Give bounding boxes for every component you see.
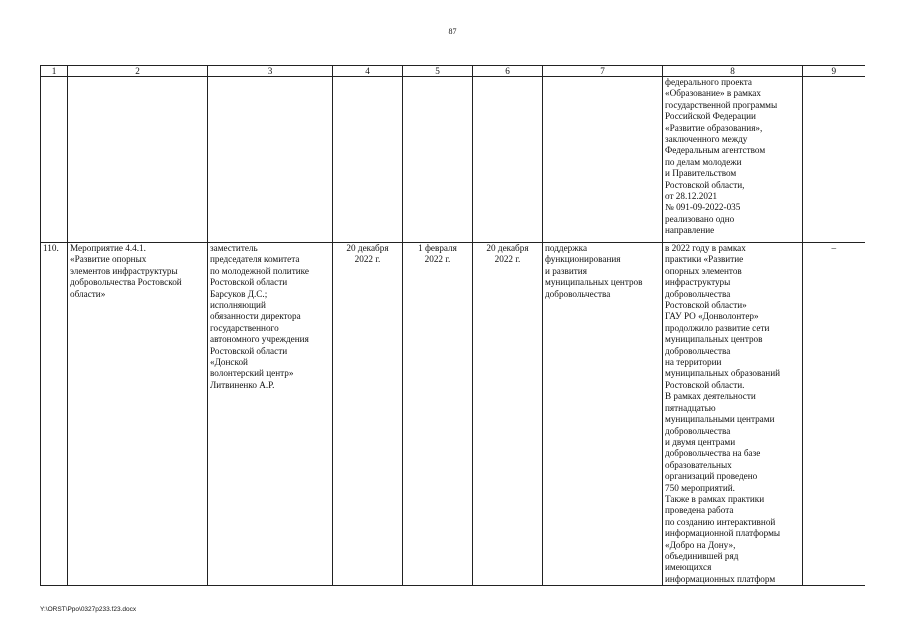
text-line: муниципальных центров: [665, 334, 763, 345]
text-line: практики «Развитие: [665, 254, 744, 265]
text-line: 2022 г.: [354, 254, 381, 265]
text-line: инфраструктуры: [665, 277, 731, 288]
text-line: имеющихся: [665, 562, 712, 573]
text-line: автономного учреждения: [210, 334, 309, 345]
text-line: организаций проведено: [665, 471, 758, 482]
column-number: 9: [803, 66, 865, 77]
table-row-110: [41, 243, 865, 586]
actual-result-cell: [663, 243, 803, 586]
text-line: добровольчества Ростовской: [70, 277, 182, 288]
measure-cell: [68, 243, 208, 586]
text-line: Также в рамках практики: [665, 493, 765, 504]
row-number: 110.: [41, 243, 68, 586]
text-line: государственной программы: [665, 99, 778, 110]
column-number-row: [41, 66, 865, 77]
text-line: информационной платформы: [665, 528, 781, 539]
text-line: добровольчества: [665, 288, 731, 299]
text-line: в 2022 году в рамках: [665, 243, 746, 253]
text-line: обязанности директора: [210, 311, 301, 322]
actual-start-date-cell: [403, 243, 473, 586]
text-line: № 091-09-2022-035: [665, 202, 741, 213]
text-line: 1 февраля: [418, 243, 457, 253]
text-line: Российской Федерации: [665, 111, 756, 122]
text-line: Барсуков Д.С.;: [210, 288, 268, 299]
text-line: Ростовской области: [210, 345, 288, 356]
text-line: информационных платформ: [665, 573, 776, 584]
end-date-cell: [473, 243, 543, 586]
responsible-cell: [208, 243, 333, 586]
text-line: пятнадцатью: [665, 402, 716, 413]
expected-result-cell: [543, 243, 663, 586]
text-line: государственного: [210, 322, 279, 333]
text-line: В рамках деятельности: [665, 391, 756, 402]
table-cell: [208, 77, 333, 243]
text-line: поддержка: [545, 243, 588, 253]
table-cell: [333, 77, 403, 243]
text-line: 2022 г.: [424, 254, 451, 265]
text-line: добровольчества: [665, 345, 731, 356]
column-number: 6: [473, 66, 543, 77]
table-cell: [473, 77, 543, 243]
text-line: председателя комитета: [210, 254, 300, 265]
column-number: 2: [68, 66, 208, 77]
text-line: добровольчества на базе: [665, 448, 761, 459]
text-line: проведена работа: [665, 505, 734, 516]
text-line: Литвиненко А.Р.: [210, 379, 275, 390]
text-line: заместитель: [210, 243, 258, 253]
column-number: 8: [663, 66, 803, 77]
text-line: реализовано одно: [665, 213, 735, 224]
text-line: «Развитие образования»,: [665, 122, 763, 133]
text-line: на территории: [665, 357, 722, 368]
text-line: муниципальных центров: [545, 277, 643, 288]
text-line: муниципальными центрами: [665, 414, 775, 425]
text-line: «Добро на Дону»,: [665, 539, 736, 550]
column-number: 3: [208, 66, 333, 77]
text-line: от 28.12.2021: [665, 191, 718, 202]
planned-start-date-cell: [333, 243, 403, 586]
text-line: Ростовской области: [210, 277, 288, 288]
text-line: добровольчества: [665, 425, 731, 436]
file-path-footer: Y:\ORST\Ppo\0327p233.f23.docx: [40, 606, 137, 613]
text-line: по созданию интерактивной: [665, 516, 776, 527]
text-line: «Образование» в рамках: [665, 88, 761, 99]
page-number: 87: [448, 27, 457, 36]
text-line: Ростовской области»: [665, 300, 747, 311]
continuation-row: [41, 77, 865, 243]
text-line: по делам молодежи: [665, 156, 742, 167]
text-line: исполняющий: [210, 300, 266, 311]
continuation-text-cell: [663, 77, 803, 243]
text-line: и двумя центрами: [665, 436, 736, 447]
table-cell: [803, 77, 865, 243]
text-line: 750 мероприятий.: [665, 482, 735, 493]
notes-cell: –: [803, 243, 865, 586]
table-cell: [41, 77, 68, 243]
table-cell: [543, 77, 663, 243]
column-number: 7: [543, 66, 663, 77]
text-line: федерального проекта: [665, 77, 752, 87]
text-line: опорных элементов: [665, 265, 742, 276]
text-line: по молодежной политике: [210, 265, 309, 276]
column-number: 1: [41, 66, 68, 77]
table-cell: [68, 77, 208, 243]
text-line: волонтерский центр»: [210, 368, 294, 379]
text-line: добровольчества: [545, 288, 611, 299]
text-line: 2022 г.: [494, 254, 521, 265]
text-line: Федеральным агентством: [665, 145, 766, 156]
text-line: Ростовской области,: [665, 179, 745, 190]
text-line: 20 декабря: [346, 243, 389, 253]
text-line: и Правительством: [665, 168, 737, 179]
text-line: образовательных: [665, 459, 732, 470]
report-table: [40, 65, 865, 586]
text-line: и развития: [545, 265, 587, 276]
text-line: объединившей ряд: [665, 550, 739, 561]
text-line: продолжило развитие сети: [665, 322, 770, 333]
text-line: функционирования: [545, 254, 621, 265]
text-line: области»: [70, 288, 106, 299]
text-line: заключенного между: [665, 134, 748, 145]
text-line: элементов инфраструктуры: [70, 265, 178, 276]
text-line: Ростовской области.: [665, 379, 745, 390]
table-cell: [403, 77, 473, 243]
text-line: 20 декабря: [486, 243, 529, 253]
text-line: «Развитие опорных: [70, 254, 147, 265]
column-number: 4: [333, 66, 403, 77]
text-line: ГАУ РО «Донволонтер»: [665, 311, 759, 322]
text-line: муниципальных образований: [665, 368, 781, 379]
column-number: 5: [403, 66, 473, 77]
text-line: «Донской: [210, 357, 248, 368]
text-line: Мероприятие 4.4.1.: [70, 243, 146, 253]
text-line: направление: [665, 225, 715, 236]
